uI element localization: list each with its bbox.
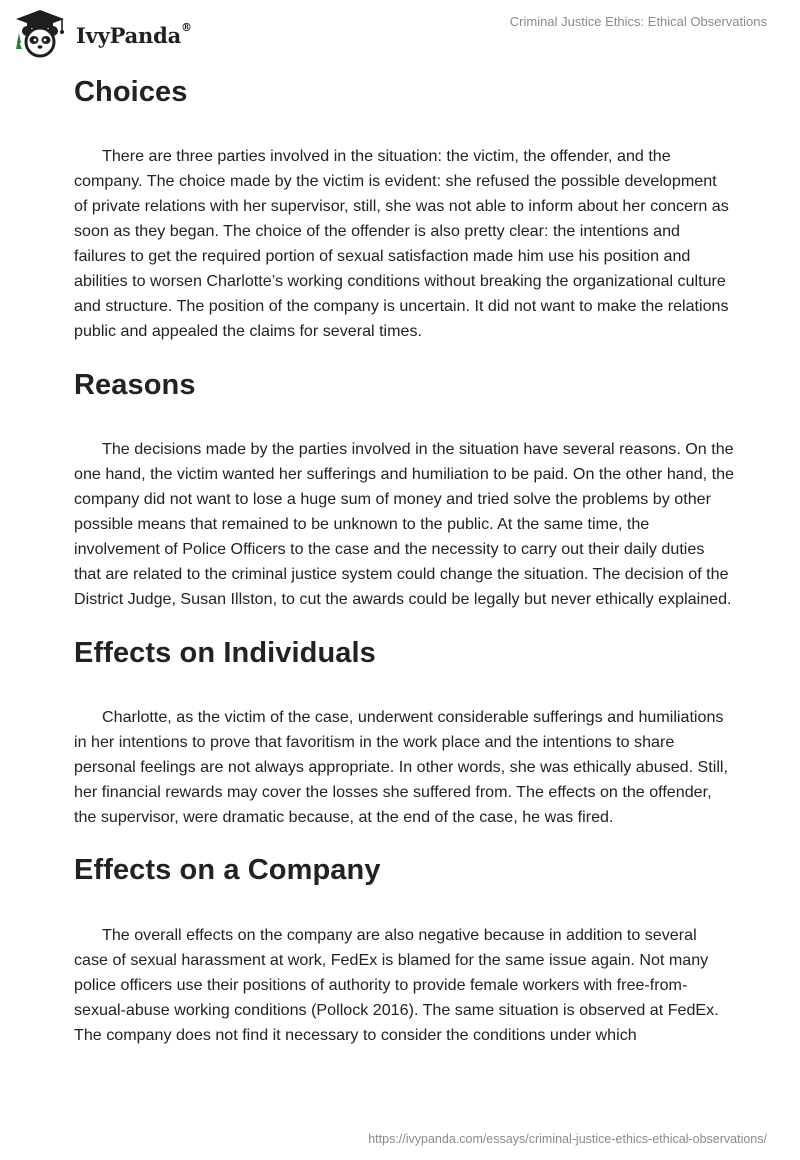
section-effects-on-company <box>74 851 734 1048</box>
section-paragraph: The decisions made by the parties involved in the situation have several reasons. On the one hand, the victim wanted her sufferings and humiliation to be paid. On the other hand, the company did not want to lose a huge sum of money and tried solve the problems by other possible means that remained to be unknown to the public. At the same time, the involvement of Police Officers to the case and the necessity to carry out their daily duties that are related to the criminal justice system could change the situation. The decision of the District Judge, Susan Illston, to cut the awards could be legally but never ethically explained. <box>74 440 734 608</box>
essay-body <box>74 72 734 1048</box>
section-heading: Choices <box>74 76 188 108</box>
panda-graduate-icon <box>14 9 70 59</box>
section-choices <box>74 73 734 344</box>
page-header <box>0 0 800 70</box>
document-title: Criminal Justice Ethics: Ethical Observations <box>509 14 767 29</box>
section-heading: Effects on Individuals <box>74 637 376 669</box>
source-url-link[interactable]: https://ivypanda.com/essays/criminal-justice-ethics-ethical-observations/ <box>368 1132 767 1146</box>
section-paragraph: The overall effects on the company are also negative because in addition to several case of sexual harassment at work, FedEx is blamed for the same issue again. Not many police officers use their positions of authority to provide female workers with free-from-sexual-abuse working conditions (Pollock 2016). The same situation is observed at FedEx. The company does not find it necessary to consider the conditions under which <box>74 926 719 1044</box>
section-heading: Effects on a Company <box>74 854 381 886</box>
ivypanda-logo[interactable] <box>14 9 192 59</box>
section-paragraph: There are three parties involved in the situation: the victim, the offender, and the company. The choice made by the victim is evident: she refused the possible development of private relations with her supervisor, still, she was not able to inform about her concern as soon as they began. The choice of the offender is also pretty clear: the intentions and failures to get the required portion of sexual satisfaction made him use his position and abilities to worsen Charlotte’s working conditions without breaking the organizational culture and structure. The position of the company is uncertain. It did not want to make the relations public and appealed the claims for several times. <box>74 147 729 340</box>
section-paragraph: Charlotte, as the victim of the case, underwent considerable sufferings and humiliations in her intentions to prove that favoritism in the work place and the intentions to share personal feelings are not always appropriate. In other words, she was ethically abused. Still, her financial rewards may cover the losses she suffered from. The effects on the offender, the supervisor, were dramatic because, at the end of the case, he was fired. <box>74 708 728 826</box>
section-effects-on-individuals <box>74 634 734 830</box>
section-reasons <box>74 366 734 612</box>
brand-name: IvyPanda® <box>76 20 192 48</box>
section-heading: Reasons <box>74 369 196 401</box>
